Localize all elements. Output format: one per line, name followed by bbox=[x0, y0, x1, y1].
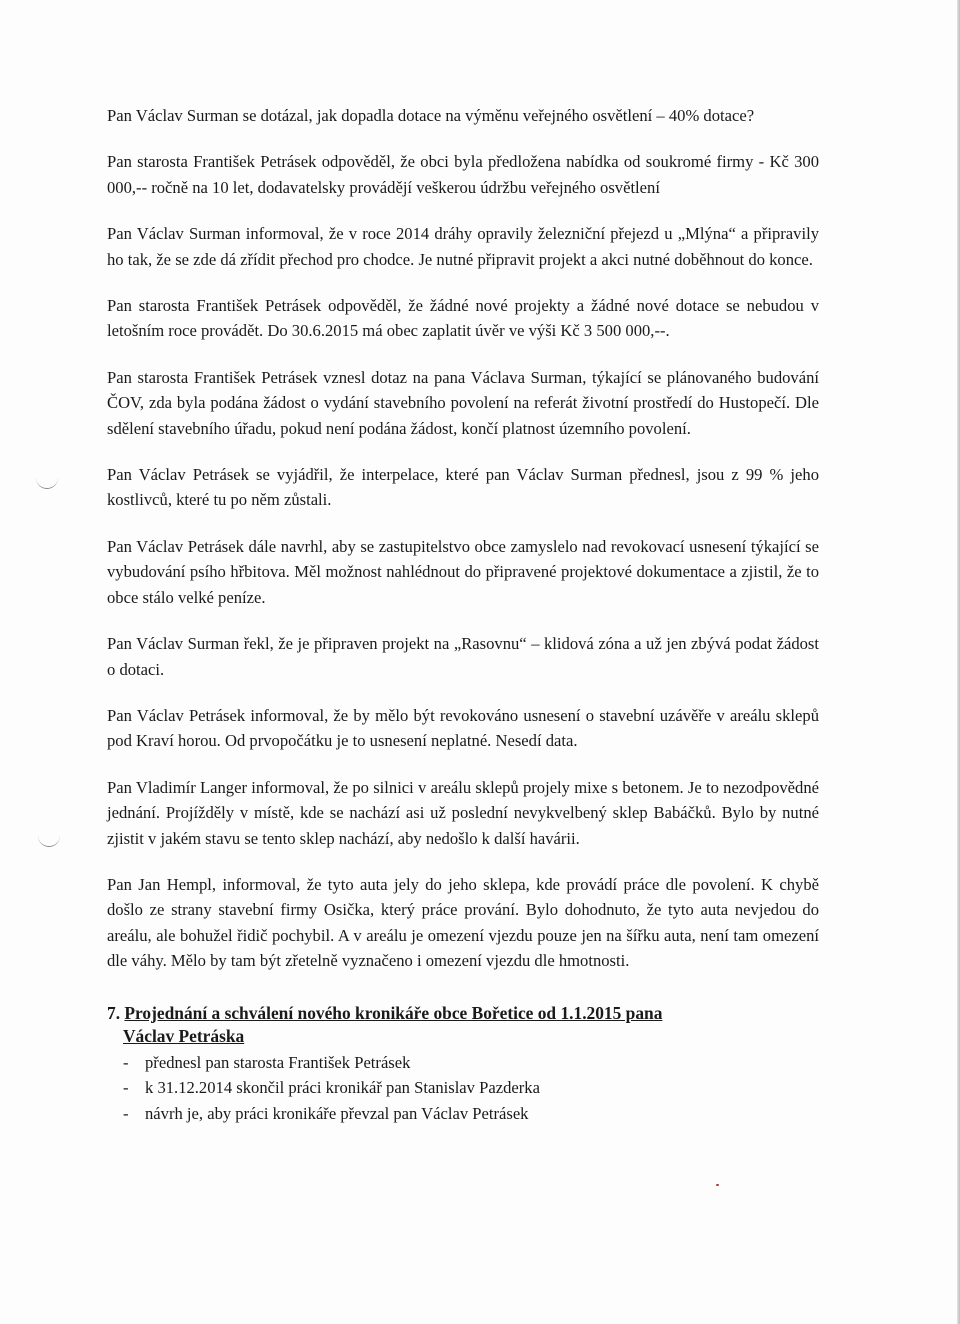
margin-pencil-mark bbox=[36, 478, 58, 489]
section-number: 7. bbox=[107, 1002, 121, 1023]
list-item-text: k 31.12.2014 skončil práci kronikář pan Stanislav Pazderka bbox=[145, 1078, 540, 1098]
list-item-text: přednesl pan starosta František Petrásek bbox=[145, 1052, 411, 1072]
paragraph: Pan Václav Petrásek se vyjádřil, že interpelace, které pan Václav Surman přednesl, jsou z 99 % jeho kostlivců, které tu po něm zůstali. bbox=[107, 465, 819, 510]
margin-pencil-mark bbox=[38, 836, 60, 847]
paragraph: Pan Václav Petrásek dále navrhl, aby se zastupitelstvo obce zamyslelo nad revokovací usnesení týkající se vybudování psího hřbitova. Měl možnost nahlédnout do připravené projektové dokumentace a zjistil, že to obce stálo velké peníze. bbox=[107, 536, 819, 607]
paragraph: Pan Jan Hempl, informoval, že tyto auta jely do jeho sklepa, kde provádí práce dle povolení. K chybě došlo ze strany stavební firmy Osička, který práce prování. Bylo dohodnuto, že tyto auta nevjedou do areálu, ale bohužel řidič pochybil. A v areálu je omezení vjezdu pouze jen na šířku auta, není tam omezení dle váhy. Mělo by tam být zřetelně vyznačeno i omezení vjezdu dle hmotnosti. bbox=[107, 874, 819, 971]
paragraph: Pan Václav Petrásek informoval, že by mělo být revokováno usnesení o stavební uzávěře v areálu sklepů pod Kraví horou. Od prvopočátku je to usnesení neplatné. Nesedí data. bbox=[107, 705, 819, 751]
list-item bbox=[107, 1050, 819, 1076]
paragraph: Pan starosta František Petrásek odpověděl, že žádné nové projekty a žádné nové dotace se nebudou v letošním roce provádět. Do 30.6.2015 má obec zaplatit úvěr ve výši Kč 3 500 000,--. bbox=[107, 296, 819, 341]
section-title-line2: Václav Petráska bbox=[123, 1025, 245, 1046]
list-item-text: návrh je, aby práci kronikáře převzal pan Václav Petrásek bbox=[145, 1103, 529, 1123]
list-item bbox=[107, 1075, 819, 1101]
list-dash: - bbox=[123, 1103, 129, 1123]
scan-speck bbox=[716, 1184, 719, 1186]
paragraph: Pan starosta František Petrásek vznesl dotaz na pana Václava Surman, týkající se plánovaného budování ČOV, zda byla podána žádost o vydání stavebního povolení na referát životní prostředí do Hustopečí. Dle sdělení stavebního úřadu, pokud není podána žádost, končí platnost územního povolení. bbox=[107, 367, 819, 438]
list-dash: - bbox=[123, 1078, 129, 1098]
list-dash: - bbox=[123, 1052, 129, 1072]
list-item bbox=[107, 1101, 819, 1127]
section-heading bbox=[107, 1002, 819, 1048]
paragraph: Pan Václav Surman informoval, že v roce 2014 dráhy opravily železniční přejezd u „Mlýna“ a připravily ho tak, že se zde dá zřídit přechod pro chodce. Je nutné připravit projekt a akci nutné doběhnout do konce. bbox=[107, 224, 819, 269]
document-body bbox=[107, 103, 819, 1126]
section-title-line1: Projednání a schválení nového kronikáře obce Bořetice od 1.1.2015 pana bbox=[124, 1002, 663, 1023]
paragraph: Pan Vladimír Langer informoval, že po silnici v areálu sklepů projely mixe s betonem. Je to nezodpovědné jednání. Projížděly v místě, kde se nachází asi už poslední nevykvelbený sklep Babáčků. Bylo by nutné zjistit v jakém stavu se tento sklep nachází, aby nedošlo k další havárii. bbox=[107, 777, 819, 848]
paragraph: Pan starosta František Petrásek odpověděl, že obci byla předložena nabídka od soukromé firmy - Kč 300 000,-- ročně na 10 let, dodavatelsky provádějí veškerou údržbu veřejného osvětlení bbox=[107, 152, 819, 197]
paragraph: Pan Václav Surman se dotázal, jak dopadla dotace na výměnu veřejného osvětlení – 40% dotace? bbox=[107, 106, 755, 125]
section-item-list bbox=[107, 1050, 819, 1127]
paragraph: Pan Václav Surman řekl, že je připraven projekt na „Rasovnu“ – klidová zóna a už jen zbývá podat žádost o dotaci. bbox=[107, 634, 819, 679]
